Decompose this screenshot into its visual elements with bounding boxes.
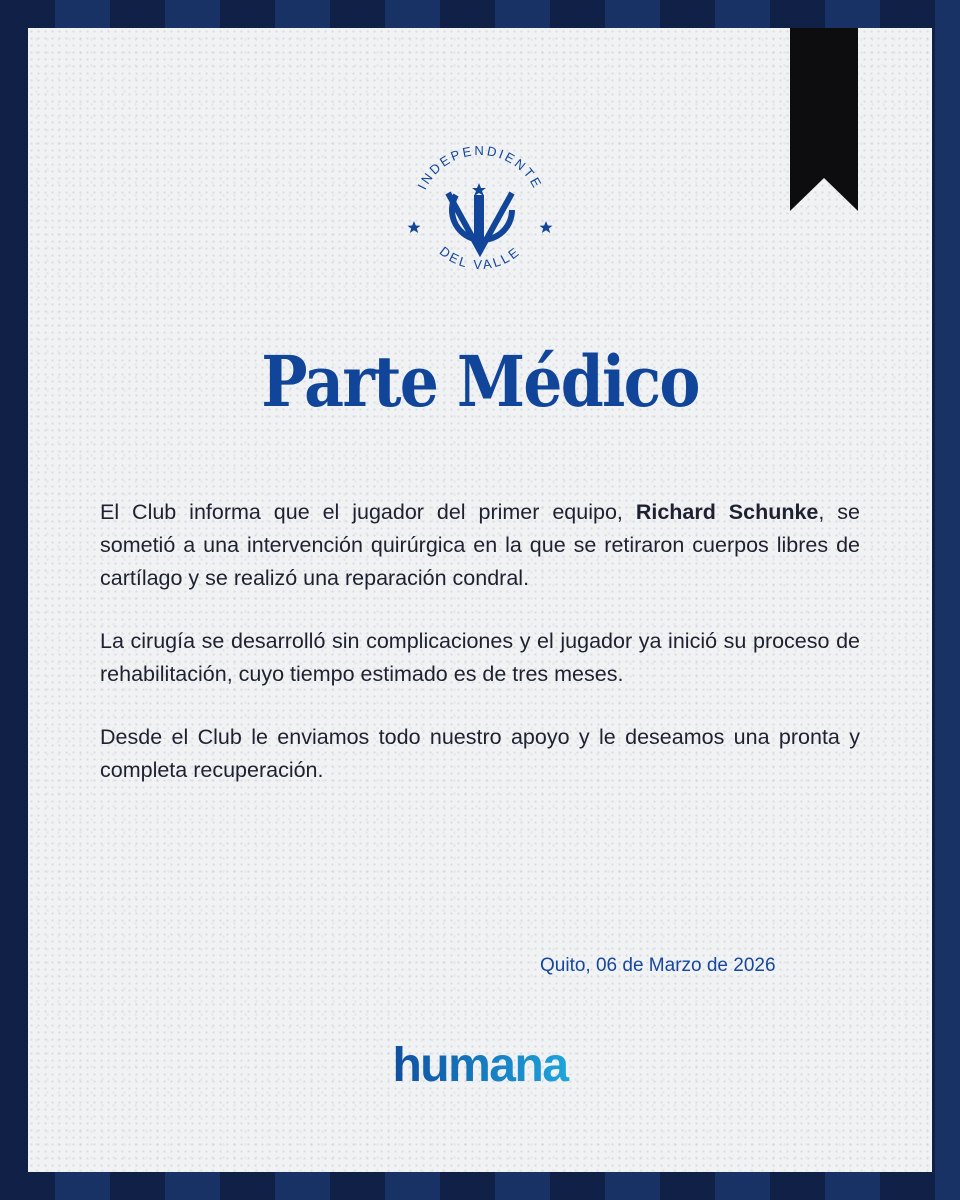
crest-bottom-text: DEL VALLE: [436, 243, 524, 273]
sponsor-name: humana: [392, 1039, 568, 1092]
star-icon: [408, 221, 421, 233]
star-icon: [540, 221, 553, 233]
mourning-ribbon-icon: [790, 28, 858, 211]
date-location: Quito, 06 de Marzo de 2026: [540, 955, 776, 976]
paragraph-surgery: La cirugía se desarrolló sin complicaciones y el jugador ya inició su proceso de rehabilitación, cuyo tiempo estimado es de tres meses.: [100, 629, 860, 686]
sponsor-logo: [0, 1036, 960, 1100]
club-crest-logo: [390, 125, 570, 305]
svg-text:INDEPENDIENTE: [414, 143, 545, 192]
crest-top-text: INDEPENDIENTE: [414, 142, 546, 192]
paragraph-support: Desde el Club le enviamos todo nuestro apoyo y le deseamos una pronta y completa recuperación.: [100, 725, 860, 782]
page-title: Parte Médico: [261, 340, 699, 423]
player-name: Richard Schunke: [635, 500, 819, 524]
humana-logo: [390, 1036, 570, 1096]
statement-body: [100, 496, 860, 817]
paragraph-announcement: El Club informa que el jugador del primer equipo, Richard Schunke, se sometió a una intervención quirúrgica en la que se retiraron cuerpos libres de cartílago y se realizó una reparación condral.: [100, 500, 861, 590]
